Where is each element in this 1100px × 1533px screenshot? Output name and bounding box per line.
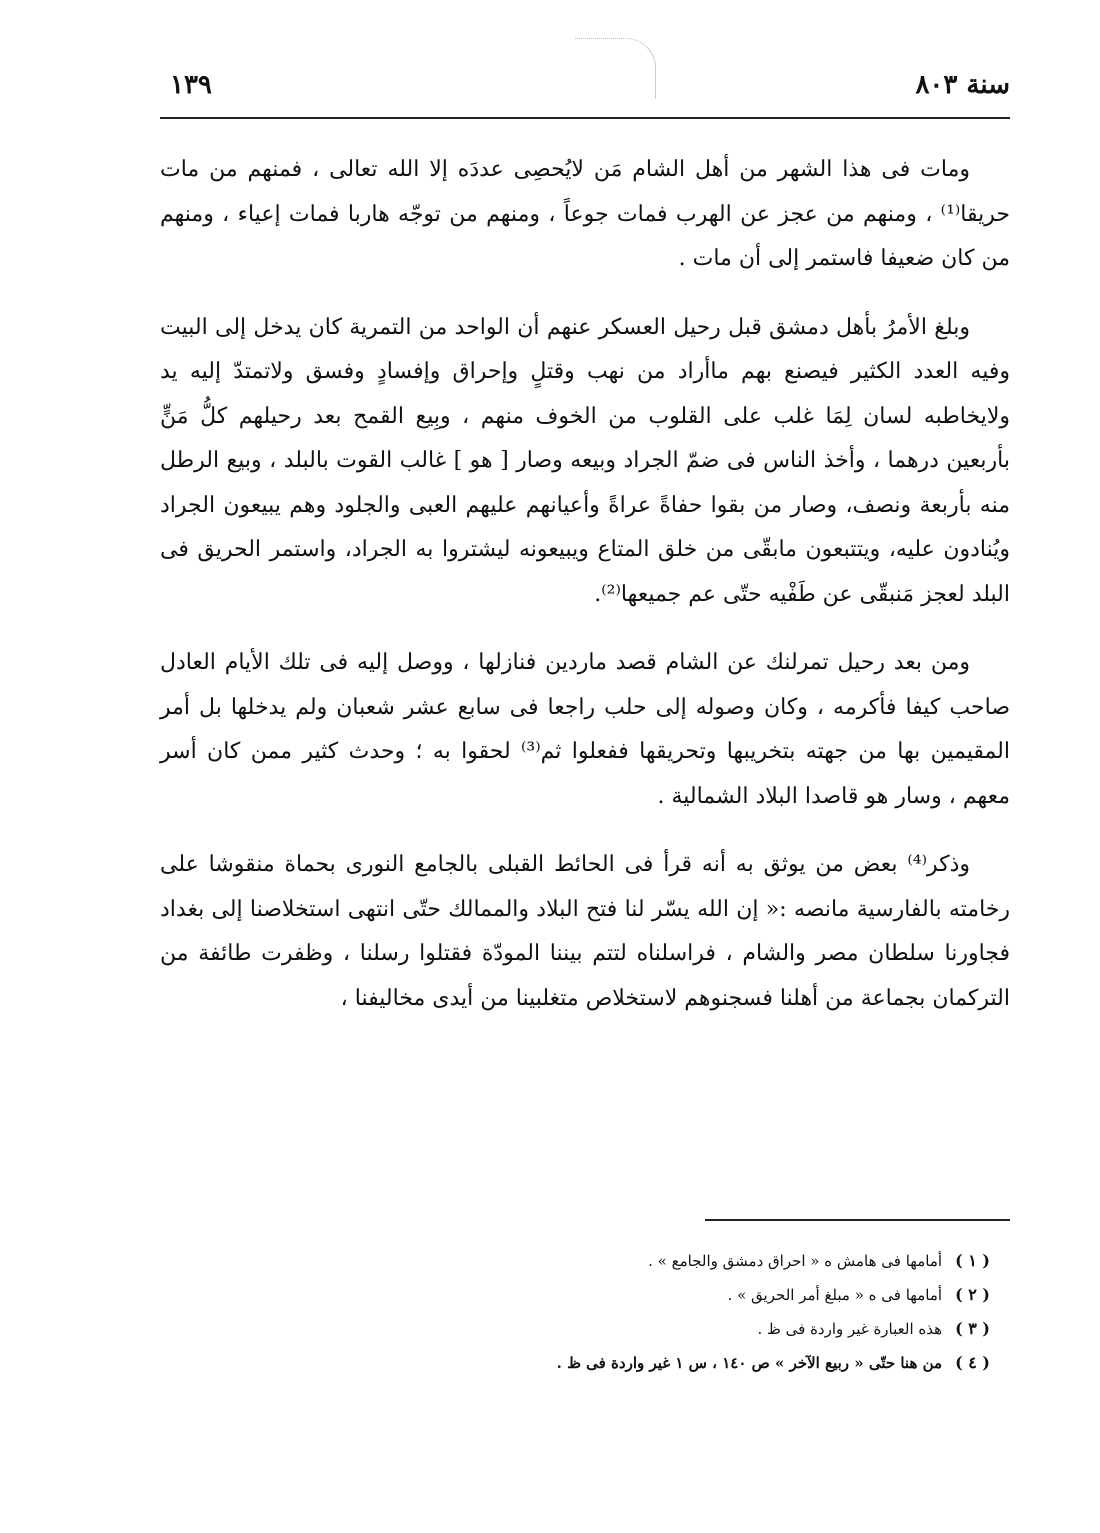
paragraph-4: وذكر⁽⁴⁾ بعض من يوثق به أنه قرأ فى الحائط القبلى بالجامع النورى بحماة منقوشا على رخامته بالفارسية مانصه :« إن الله يسّر لنا فتح البلاد والممالك حتّى انتهى استخلاصنا إلى بغداد فجاورنا سلطان مصر والشام ، فراسلناه لتتم بيننا المودّة فقتلوا رسلنا ، وظفرت طائفة من التركمان بجماعة من أهلنا فسجنوهم لاستخلاص متغلبينا من أيدى مخاليفنا ، bbox=[160, 852, 1010, 1011]
footnote-rule bbox=[705, 1219, 1010, 1221]
paragraph-2: وبلغ الأمرُ بأهل دمشق قبل رحيل العسكر عنهم أن الواحد من التمرية كان يدخل إلى البيت وفيه العدد الكثير فيصنع بهم ماأراد من نهب وقتلٍ وإحراق وإفسادٍ وفسق ولاتمتدّ إليه يد ولايخاطبه لسان لِمَا غلب على القلوب من الخوف منهم ، وبِيع القمح بعد رحيلهم كلُّ مَنٍّ بأربعين درهما ، وأخذ الناس فى ضمّ الجراد وبيعه وصار [ هو ] غالب القوت بالبلد ، وبيع الرطل منه بأربعة ونصف، وصار من بقوا حفاةً عراةً وأعيانهم عليهم العبى والجلود وهم يبيعون الجراد ويُنادون عليه، ويتتبعون مابقّى من خلق المتاع ويبيعونه ليشتروا به الجراد، واستمر الحريق فى البلد لعجز مَنبقّى عن طَفْيه حتّى عم جميعها⁽²⁾. bbox=[160, 314, 1010, 607]
header-rule bbox=[160, 117, 1010, 119]
footnote-3 bbox=[400, 1312, 990, 1346]
footnote-number: ( ١ ) bbox=[955, 1251, 990, 1270]
footnote-number: ( ٤ ) bbox=[955, 1353, 990, 1372]
paragraph-3: ومن بعد رحيل تمرلنك عن الشام قصد ماردين فنازلها ، ووصل إليه فى تلك الأيام العادل صاحب كيفا فأكرمه ، وكان وصوله إلى حلب راجعا فى سابع عشر شعبان ولم يدخلها بل أمر المقيمين بها من جهته بتخريبها وتحريقها ففعلوا ثم⁽³⁾ لحقوا به ؛ وحدث كثير ممن كان أسر معهم ، وسار هو قاصدا البلاد الشمالية . bbox=[160, 650, 1010, 809]
page-header bbox=[160, 56, 1010, 116]
footnote-text: أمامها فى ه « مبلغ أمر الحريق » . bbox=[727, 1286, 943, 1304]
footnote-text: أمامها فى هامش ه « احراق دمشق والجامع » . bbox=[648, 1252, 943, 1270]
footnote-number: ( ٢ ) bbox=[955, 1285, 990, 1304]
footnote-text: هذه العبارة غير واردة فى ظ . bbox=[757, 1320, 943, 1338]
footnote-number: ( ٣ ) bbox=[955, 1319, 990, 1338]
footnotes bbox=[400, 1244, 990, 1380]
footnote-1 bbox=[400, 1244, 990, 1278]
main-text bbox=[160, 148, 1010, 1045]
footnote-2 bbox=[400, 1278, 990, 1312]
footnote-4 bbox=[400, 1346, 990, 1380]
paragraph-1: ومات فى هذا الشهر من أهل الشام مَن لايُحصِى عددَه إلا الله تعالى ، فمنهم من مات حريقا⁽¹⁾ ، ومنهم من عجز عن الهرب فمات جوعاً ، ومنهم من توجّه هاربا فمات إعياء ، ومنهم من كان ضعيفا فاستمر إلى أن مات . bbox=[160, 157, 1010, 271]
footnote-text: من هنا حتّى « ربيع الآخر » ص ١٤٠ ، س ١ غير واردة فى ظ . bbox=[556, 1354, 943, 1372]
running-head: سنة ٨٠٣ bbox=[915, 70, 1010, 100]
page-number: ١٣٩ bbox=[170, 70, 212, 100]
